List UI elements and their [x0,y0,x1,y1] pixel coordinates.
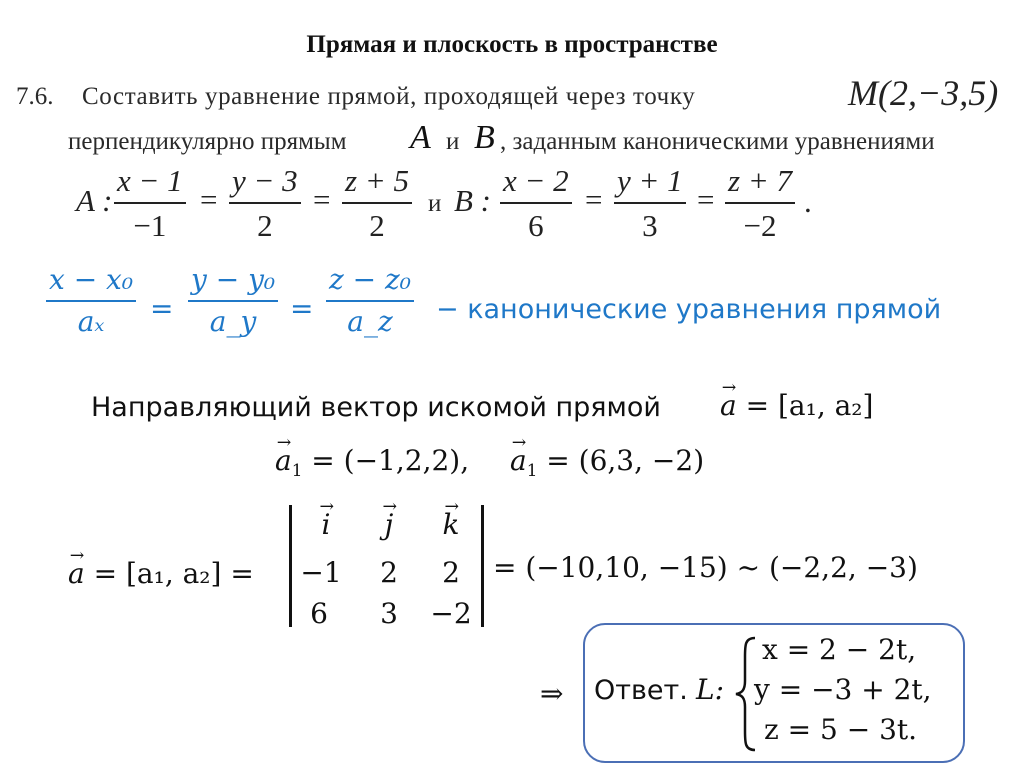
fraction-bar [500,202,572,204]
fraction-bar [725,202,795,204]
determinant-cell [436,508,466,541]
determinant-cell: −1 [300,556,342,589]
line-b-fraction-z [725,165,795,241]
problem-text-line2b: , заданным каноническими уравнениями [500,128,935,155]
unit-vector-j: → j [385,508,394,541]
vector-a-symbol: → a [68,557,85,590]
determinant-cell [311,508,341,541]
cross-product-lhs [68,557,254,590]
canonical-caption: − канонические уравнения прямой [436,294,942,325]
line-b-fraction-y [614,165,686,241]
fraction-bar [114,202,186,204]
line-a-fraction-y [229,165,301,241]
determinant-cell: 3 [380,597,398,630]
period: . [804,184,812,219]
problem-text-line2a: перпендикулярно прямым [68,128,347,155]
fraction-denominator: 3 [642,208,658,243]
fraction-denominator: 2 [257,208,273,243]
vector-a2-definition: → $a_1 = (6,3$, −2) [510,444,704,480]
fraction-denominator: aₓ [77,305,105,338]
fraction-numerator: x − 2 [503,163,569,198]
determinant-cell [374,508,404,541]
unit-vector-k: → k [443,508,460,541]
canonical-fraction-z [326,263,414,338]
problem-text-and: и [446,128,460,155]
determinant-cell: 6 [310,597,328,630]
equals-sign: = [585,182,603,217]
fraction-bar [46,300,136,302]
implies-arrow: ⇒ [540,677,564,710]
problem-text-line1: Составить уравнение прямой, проходящей через точку [82,83,696,110]
vector-a1-symbol: → a [510,444,527,477]
fraction-denominator: a_y [209,305,257,338]
vector-a1-symbol: → a [275,444,292,477]
answer-equation-y: y = −3 + 2t, [754,673,932,706]
fraction-denominator: −2 [743,208,777,243]
equals-sign: = [290,292,314,325]
fraction-numerator: y − 3 [232,163,298,198]
determinant-cell: −2 [430,597,472,630]
determinant-left-bar [289,505,292,627]
fraction-bar [326,300,414,302]
line-a-fraction-z [342,165,412,241]
fraction-numerator: x − 1 [117,163,183,198]
fraction-bar [188,300,278,302]
fraction-numerator: y + 1 [617,163,683,198]
cross-product-lhs-text: = [a₁, a₂] = [93,557,254,590]
vector-a1-definition: → $a_1 = (-1,2,2)$, [275,444,469,480]
fraction-denominator: 6 [528,208,544,243]
answer-line-name: L: [696,673,725,706]
fraction-numerator: z + 7 [728,163,792,198]
fraction-bar [614,202,686,204]
equals-sign: = [697,182,715,217]
page-title: Прямая и плоскость в пространстве [306,31,718,58]
line-a-label: A : [76,183,113,218]
line-b-symbol: B [474,119,495,156]
fraction-numerator: z + 5 [345,163,409,198]
vector-a-symbol: → a [720,389,737,422]
vector-a2-value: = (6,3, −2) [546,444,705,477]
equals-sign: = [150,292,174,325]
direction-vector-text: Направляющий вектор искомой прямой [91,392,661,423]
fraction-denominator: a_z [347,305,393,338]
equals-sign: = [313,182,331,217]
determinant-cell: 2 [442,556,460,589]
answer-equation-x: x = 2 − 2t, [762,633,917,666]
line-b-fraction-x [500,165,572,241]
line-b-label: B : [454,183,492,218]
answer-label: Ответ. [594,675,688,706]
determinant-right-bar [481,505,484,627]
fraction-bar [229,202,301,204]
equals-sign: = [200,182,218,217]
fraction-numerator: x − x₀ [49,263,134,296]
fraction-denominator: 2 [369,208,385,243]
conjunction-and: и [428,190,442,217]
unit-vector-i: → i [322,508,331,541]
line-a-fraction-x [114,165,186,241]
determinant-cell: 2 [380,556,398,589]
canonical-fraction-x [46,263,136,338]
fraction-numerator: y − y₀ [191,263,276,296]
vector-a1-value: = (−1,2,2), [311,444,470,477]
cross-product-result: = (−10,10, −15) ~ (−2,2, −3) [493,551,918,584]
fraction-denominator: −1 [133,208,167,243]
line-a-symbol: A [410,119,431,156]
direction-vector-formula [720,389,873,422]
direction-formula-text: = [a₁, a₂] [745,389,874,422]
answer-equation-z: z = 5 − 3t. [764,713,918,746]
fraction-bar [342,202,412,204]
canonical-fraction-y [188,263,278,338]
fraction-numerator: z − z₀ [329,263,411,296]
point-m: M(2,−3,5) [848,73,999,113]
problem-number: 7.6. [16,83,54,110]
